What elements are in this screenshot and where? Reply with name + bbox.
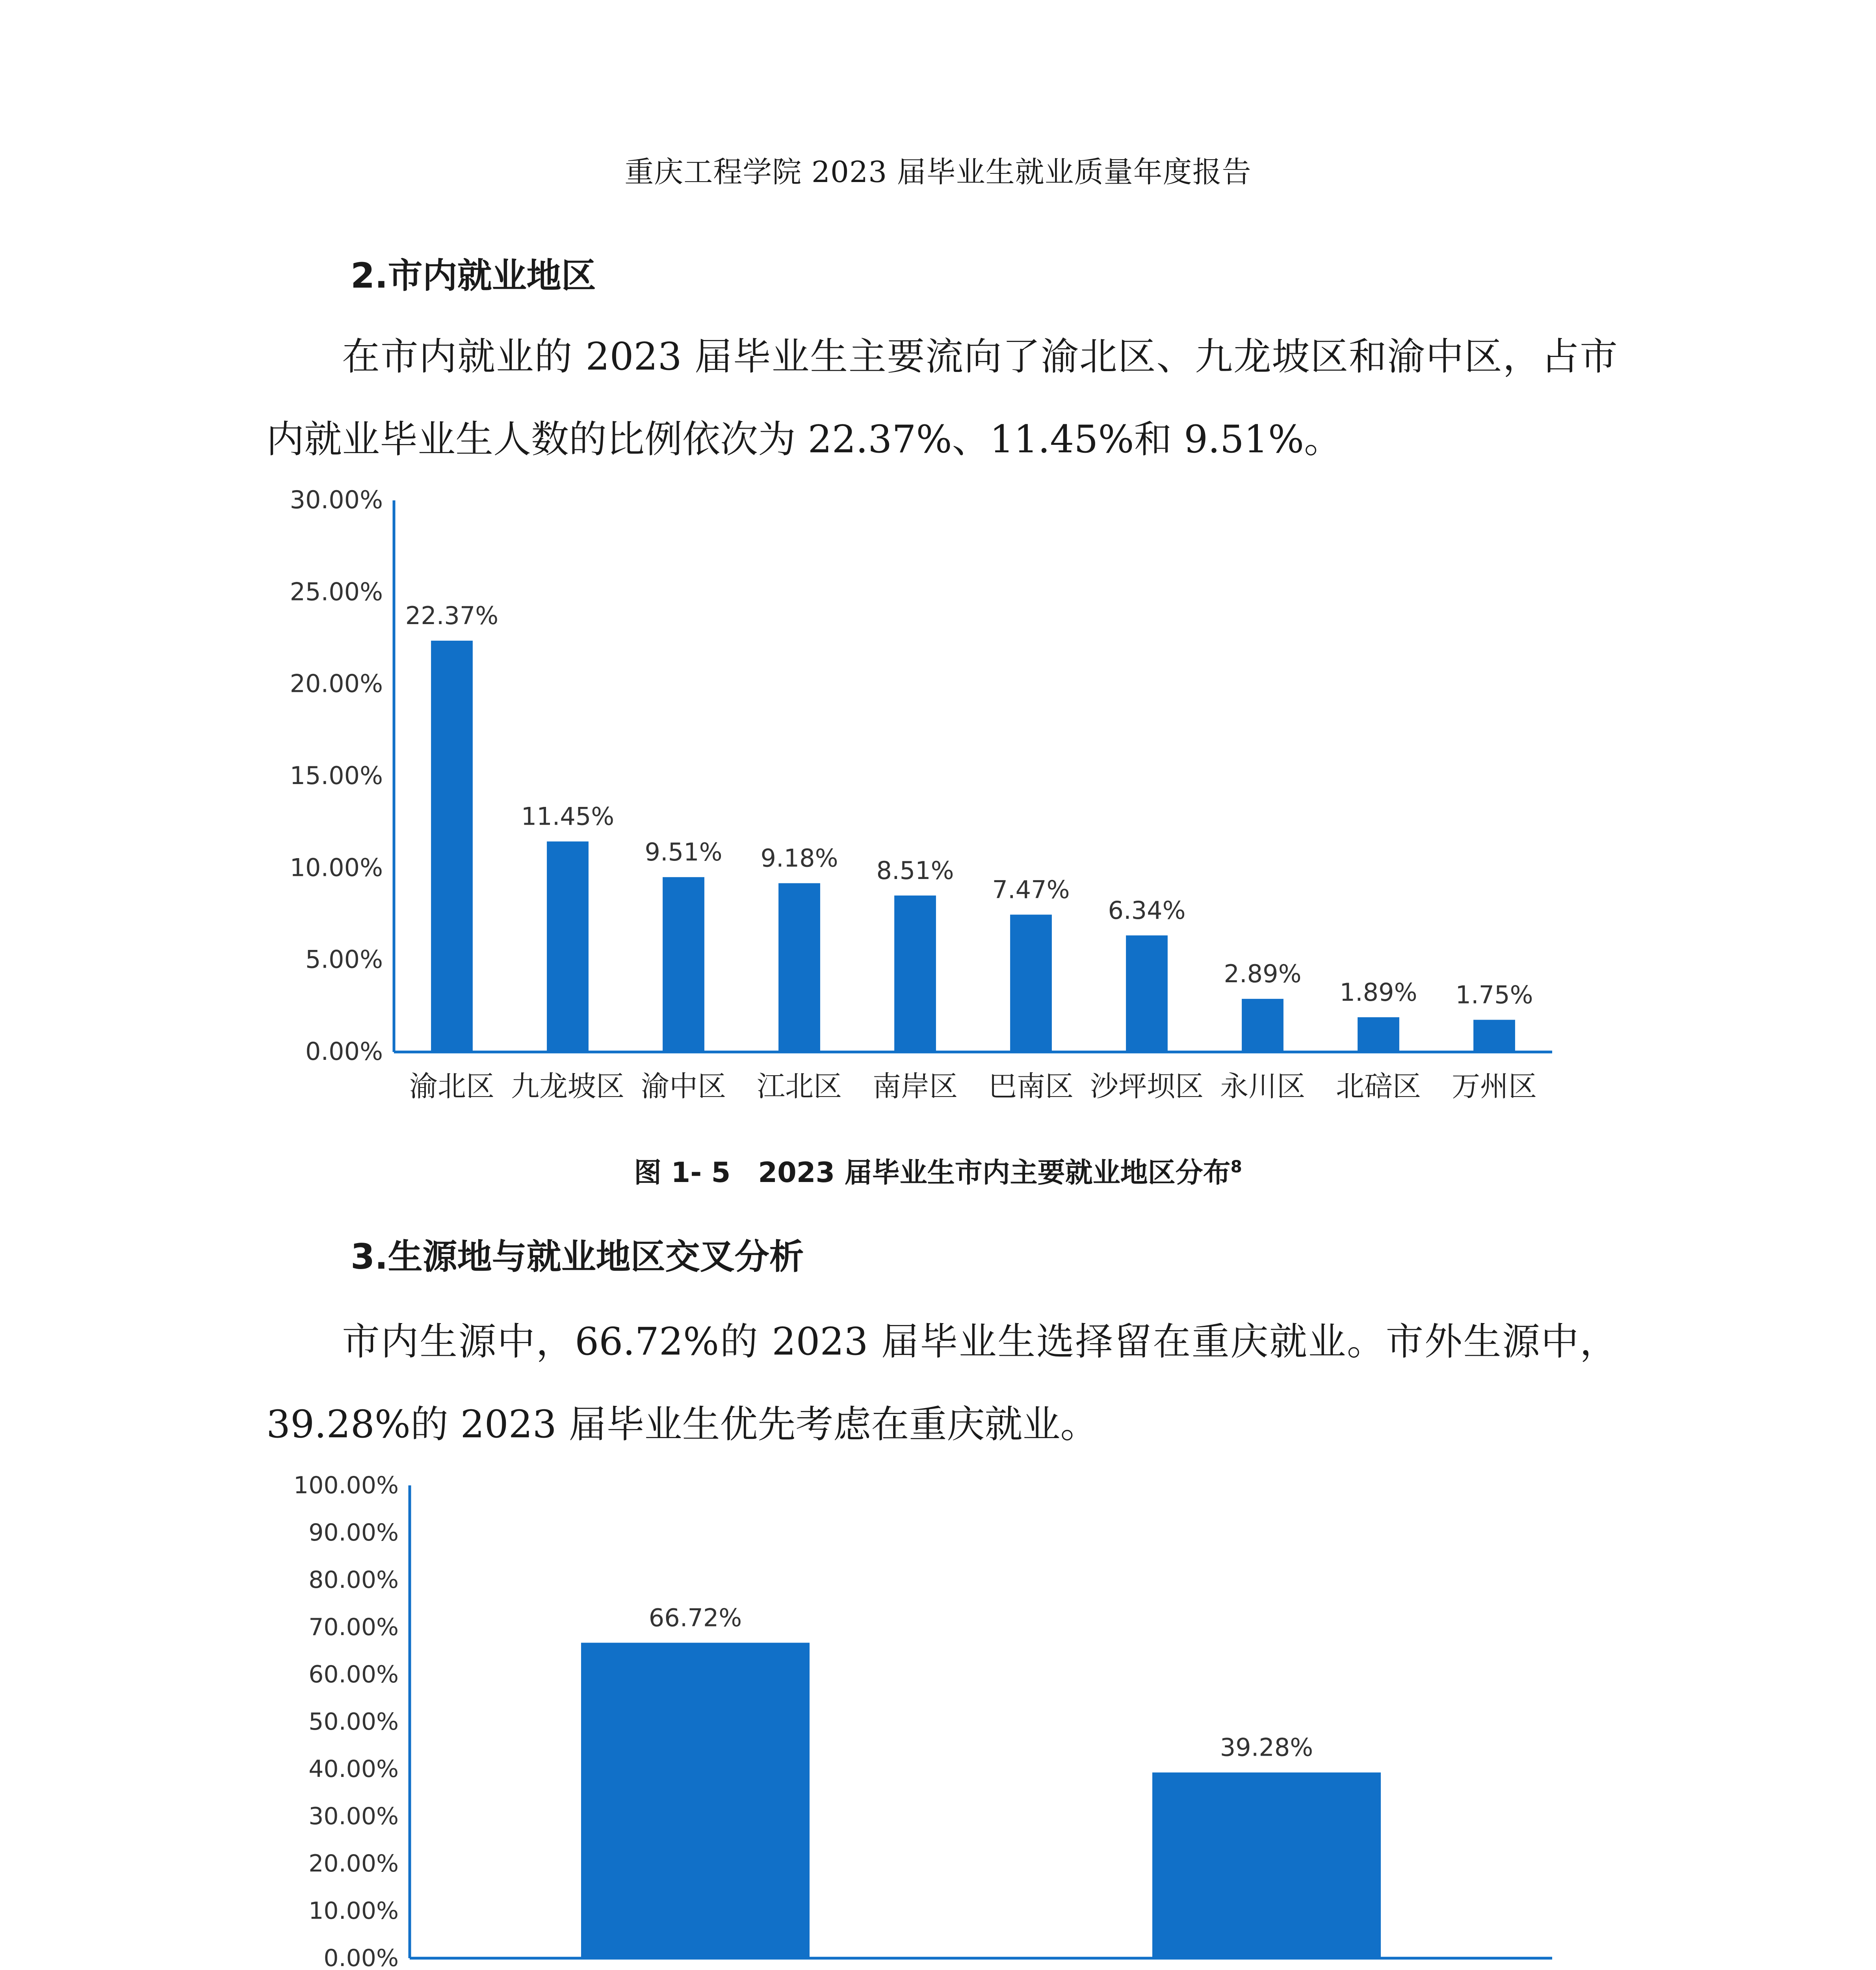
data-label: 6.34%	[1108, 896, 1186, 925]
y-tick-label: 20.00%	[308, 1850, 399, 1877]
data-label: 7.47%	[992, 875, 1070, 904]
data-label: 9.51%	[645, 838, 723, 867]
y-tick-label: 0.00%	[323, 1944, 399, 1970]
report-header: 重庆工程学院 2023 届毕业生就业质量年度报告	[624, 155, 1252, 189]
bar	[1473, 1020, 1515, 1052]
bar	[1242, 999, 1283, 1052]
x-category-label: 江北区	[756, 1070, 842, 1103]
y-tick-label: 40.00%	[308, 1755, 399, 1783]
y-tick-label: 30.00%	[290, 485, 383, 514]
data-label: 2.89%	[1224, 959, 1302, 989]
chart-local-vs-nonlocal-retention	[260, 1474, 1615, 1970]
data-label: 1.75%	[1455, 980, 1533, 1009]
y-tick-label: 50.00%	[308, 1708, 399, 1736]
data-label: 8.51%	[876, 856, 954, 885]
y-tick-label: 25.00%	[290, 577, 383, 606]
data-label: 39.28%	[1220, 1733, 1313, 1762]
bar	[1358, 1017, 1399, 1052]
data-label: 22.37%	[405, 601, 499, 630]
figure-1-5-caption-text: 图 1- 5 2023 届毕业生市内主要就业地区分布	[634, 1156, 1231, 1189]
y-tick-label: 20.00%	[290, 669, 383, 698]
y-tick-label: 90.00%	[308, 1519, 399, 1546]
x-category-label: 九龙坡区	[511, 1070, 625, 1103]
section-3-paragraph: 市内生源中，66.72%的 2023 届毕业生选择留在重庆就业。市外生源中，39.28%的 2023 届毕业生优先考虑在重庆就业。	[266, 1320, 1618, 1446]
bar	[663, 877, 704, 1052]
y-tick-label: 60.00%	[308, 1661, 399, 1688]
y-tick-label: 100.00%	[293, 1474, 399, 1499]
data-label: 1.89%	[1339, 978, 1417, 1007]
y-tick-label: 5.00%	[305, 945, 383, 974]
x-category-label: 永川区	[1220, 1070, 1306, 1103]
data-label: 66.72%	[648, 1603, 742, 1632]
bar	[581, 1643, 810, 1958]
bar	[1126, 935, 1168, 1052]
y-tick-label: 15.00%	[290, 761, 383, 790]
bar	[894, 896, 936, 1052]
y-tick-label: 30.00%	[308, 1803, 399, 1830]
x-category-label: 渝北区	[409, 1070, 495, 1103]
y-tick-label: 80.00%	[308, 1566, 399, 1594]
section-title-3: 3.生源地与就业地区交叉分析	[351, 1236, 804, 1277]
y-tick-label: 10.00%	[290, 853, 383, 882]
section-title-2: 2.市内就业地区	[351, 255, 596, 296]
figure-1-5-footnote-ref: 8	[1230, 1157, 1242, 1176]
y-tick-label: 0.00%	[305, 1037, 383, 1066]
bar	[431, 641, 473, 1052]
x-category-label: 南岸区	[872, 1070, 958, 1103]
x-category-label: 渝中区	[641, 1070, 726, 1103]
data-label: 11.45%	[521, 802, 615, 831]
x-category-label: 北碚区	[1335, 1070, 1421, 1103]
bar	[547, 842, 589, 1052]
y-tick-label: 70.00%	[308, 1613, 399, 1641]
y-tick-label: 10.00%	[308, 1897, 399, 1925]
x-category-label: 万州区	[1451, 1070, 1537, 1103]
chart-employment-districts	[260, 477, 1615, 1131]
section-2-paragraph: 在市内就业的 2023 届毕业生主要流向了渝北区、九龙坡区和渝中区，占市内就业毕业生人数的比例依次为 22.37%、11.45%和 9.51%。	[266, 335, 1618, 461]
bar	[778, 883, 820, 1052]
figure-1-5-caption	[0, 1150, 1876, 1190]
bar	[1010, 914, 1052, 1052]
x-category-label: 巴南区	[988, 1070, 1074, 1103]
x-category-label: 沙坪坝区	[1090, 1070, 1204, 1103]
data-label: 9.18%	[760, 844, 838, 873]
bar	[1152, 1773, 1381, 1958]
